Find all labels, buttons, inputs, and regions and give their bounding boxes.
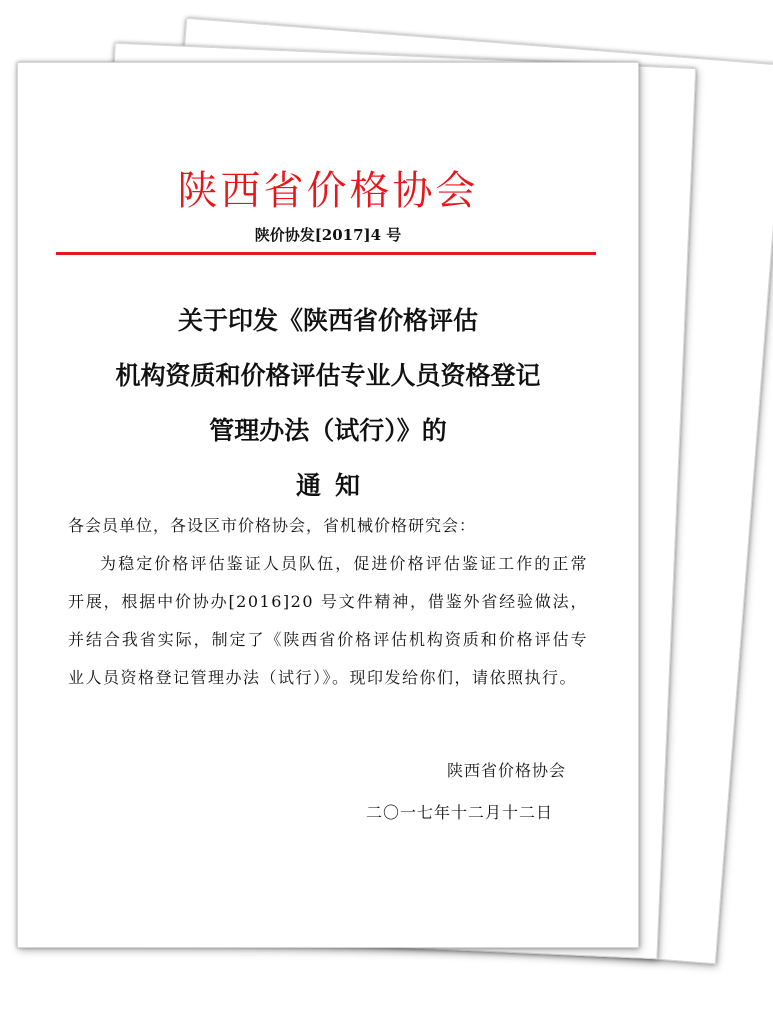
issue-date: 二〇一七年十二月十二日	[365, 803, 553, 822]
red-divider-line	[56, 252, 596, 255]
title-notice-word: 通知	[295, 471, 374, 500]
document-page	[17, 62, 639, 948]
salutation: 各会员单位，各设区市价格协会，省机械价格研究会：	[68, 516, 477, 535]
signature-organization: 陕西省价格协会	[446, 761, 566, 780]
document-body	[68, 510, 588, 697]
title-line-2: 机构资质和价格评估专业人员资格登记	[115, 361, 541, 390]
document-title	[18, 301, 638, 521]
title-line-1: 关于印发《陕西省价格评估	[177, 306, 478, 335]
body-paragraph: 为稳定价格评估鉴证人员队伍，促进价格评估鉴证工作的正常开展，根据中价协办[2016]20 号文件精神，借鉴外省经验做法，并结合我省实际，制定了《陕西省价格评估机构资质和价格评估专业人员资格登记管理办法（试行）》。现印发给你们，请依照执行。	[68, 554, 588, 687]
issuing-organization-header: 陕西省价格协会	[177, 168, 479, 214]
document-number: 陕价协发[2017]4 号	[254, 226, 402, 244]
title-line-3: 管理办法（试行）》的	[209, 416, 447, 445]
